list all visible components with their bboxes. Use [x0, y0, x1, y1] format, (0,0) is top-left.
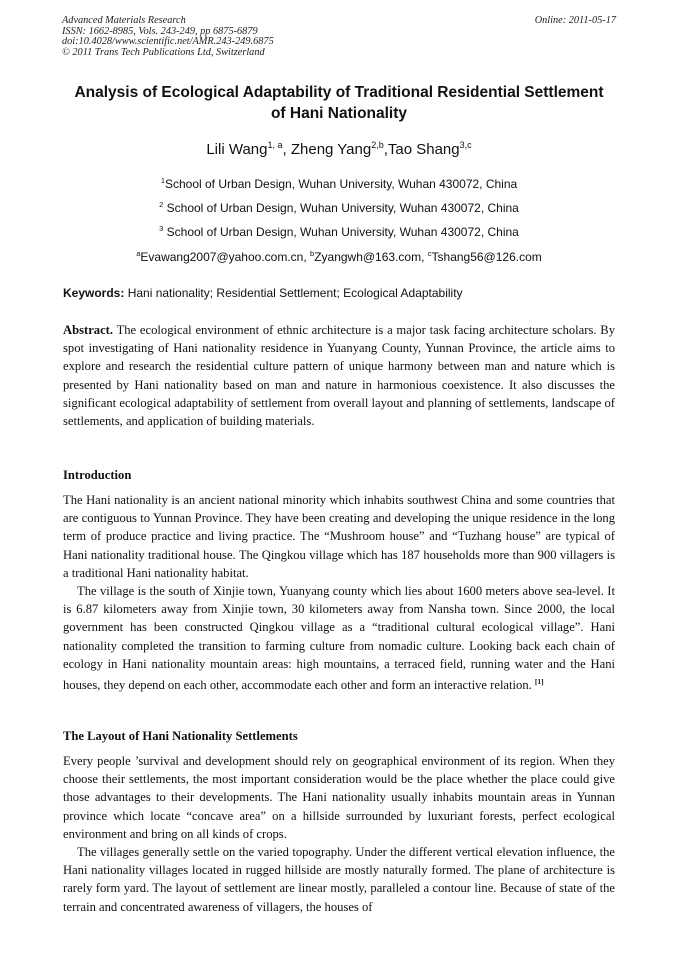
email-mark: b: [310, 249, 315, 258]
issn-line: ISSN: 1662-8985, Vols. 243-249, pp 6875-6879: [62, 25, 258, 37]
abstract-label: Abstract.: [63, 323, 114, 337]
copyright-line: © 2011 Trans Tech Publications Ltd, Switzerland: [62, 46, 265, 58]
title-line-2: of Hani Nationality: [270, 105, 408, 122]
author-separator: ,: [383, 141, 388, 158]
layout-section-body: [63, 752, 615, 916]
journal-header: [62, 16, 274, 58]
email-mark: a: [136, 249, 141, 258]
affiliation-mark: 3: [159, 224, 164, 233]
doi-line: doi:10.4028/www.scientific.net/AMR.243-249.6875: [62, 36, 274, 48]
author-name: Lili Wang: [206, 141, 268, 158]
author-separator: ,: [282, 141, 291, 158]
abstract-text: The ecological environment of ethnic architecture is a major task facing architecture scholars. By spot investigating of Hani nationality residence in Yuanyang County, Yunnan Province, the article aims to explore and research the residential culture pattern of unique harmony between man and nature which is presented by Hani nationality based on man and nature in harmonious coexistence. It also discusses the significant ecological adaptability of settlement from overall layout and planning of settlements, landscape of settlements, and application of building materials.: [63, 323, 615, 429]
email-address: Evawang2007@yahoo.com.cn,: [140, 250, 311, 264]
email-address: Tshang56@126.com: [431, 250, 542, 264]
journal-name: Advanced Materials Research: [62, 15, 186, 26]
affiliation-mark: 1: [160, 176, 165, 185]
affiliation-3: [50, 221, 628, 240]
affiliation-text: School of Urban Design, Wuhan University, Wuhan 430072, China: [164, 177, 518, 191]
author-name: Tao Shang: [387, 141, 460, 158]
intro-paragraph-2-text: The village is the south of Xinjie town, Yuanyang county which lies about 1600 meters above sea-level. It is 6.87 kilometers away from Xinjie town, 30 kilometers away from Nansha town. Since 2000, the local government has been constructed Qingkou village as a “traditional cultural ecological village”. Hani nationality completed the transition to farming culture from nomadic culture. Looking back each chain of ecology in Hani nationality mountain areas: high mountains, a terraced field, running water and the Hani houses, they depend on each other, accommodate each other and form an interactive relation.: [63, 584, 615, 693]
online-date: Online: 2011-05-17: [534, 15, 616, 26]
author-affiliation-mark: 2,b: [371, 140, 384, 150]
intro-paragraph-1: The Hani nationality is an ancient national minority which inhabits southwest China and some countries that are contiguous to Yunnan Province. They have been creating and developing the unique residence in the long term of produce practice and living practice. The “Mushroom house” and “Tuzhang house” are typical of Hani nationality traditional house. The Qingkou village which has 187 households more than 900 villagers is a traditional Hani nationality habitat.: [63, 493, 615, 580]
introduction-heading: Introduction: [63, 468, 132, 482]
author-affiliation-mark: 1, a: [267, 140, 283, 150]
keywords-label: Keywords:: [63, 286, 125, 300]
keywords-text: Hani nationality; Residential Settlement; Ecological Adaptability: [124, 286, 463, 300]
abstract: [63, 321, 615, 430]
layout-section-heading: The Layout of Hani Nationality Settlements: [63, 729, 298, 743]
affiliation-2: [50, 197, 628, 216]
affiliation-1: [50, 173, 628, 192]
author-emails: [50, 246, 628, 265]
introduction-body: [63, 491, 615, 694]
affiliation-mark: 2: [159, 200, 164, 209]
email-mark: c: [427, 249, 432, 258]
citation-ref: [1]: [534, 677, 544, 687]
author-affiliation-mark: 3,c: [459, 140, 472, 150]
author-name: Zheng Yang: [290, 141, 372, 158]
author-list: [50, 135, 628, 160]
keywords: [63, 286, 615, 301]
intro-paragraph-2: [63, 582, 615, 694]
title-line-1: Analysis of Ecological Adaptability of Traditional Residential Settlement: [74, 84, 604, 101]
email-address: Zyangwh@163.com,: [314, 250, 428, 264]
paper-title: [50, 82, 628, 124]
affiliation-text: School of Urban Design, Wuhan University, Wuhan 430072, China: [163, 225, 519, 239]
layout-paragraph-1: Every people ’survival and development should rely on geographical environment of its region. When they choose their settlements, the most important consideration would be the place whether the place could give those advantages to their developments. The Hani nationality usually inhabits mountain areas in Yunnan province which locate “concave area” on a hillside surrounded by luxuriant forests, perfect ecological environment and bring on all kinds of crops.: [63, 754, 615, 841]
layout-paragraph-2: The villages generally settle on the varied topography. Under the different vertical elevation influence, the Hani nationality villages located in rugged hillside are mostly naturally formed. The plane of architecture is rarely form yard. The layout of settlement are linear mostly, paralleled a contour line. Because of state of the terrain and concentrated awareness of villagers, the houses of: [63, 845, 615, 914]
affiliation-text: School of Urban Design, Wuhan University, Wuhan 430072, China: [163, 201, 519, 215]
